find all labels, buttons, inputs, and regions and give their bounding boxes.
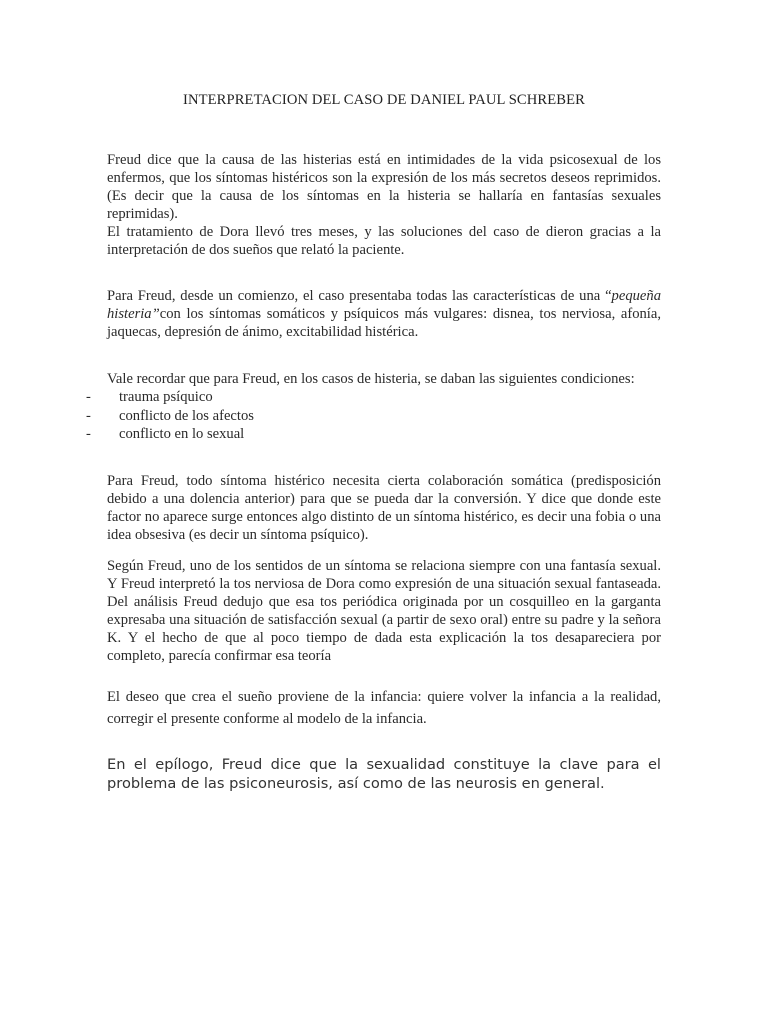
list-item-text: conflicto de los afectos xyxy=(119,407,254,424)
list-item-text: conflicto en lo sexual xyxy=(119,426,245,442)
paragraph-text: En el epílogo, Freud dice que la sexualidad constituye la clave para el problema de las psiconeurosis, así como de las neurosis en general. xyxy=(107,756,661,792)
paragraph-text-part: Para Freud, desde un comienzo, el caso presentaba todas las características de una “ xyxy=(107,288,612,304)
paragraph-text: El tratamiento de Dora llevó tres meses, y las soluciones del caso de dieron gracias a la interpretación de dos sueños que relató la paciente. xyxy=(107,224,661,258)
list-item xyxy=(86,425,646,444)
list-item-text: trauma psíquico xyxy=(119,389,213,405)
paragraph-text: Vale recordar que para Freud, en los casos de histeria, se daban las siguientes condiciones: xyxy=(107,371,635,387)
paragraph-pequena-histeria xyxy=(107,287,661,341)
paragraph-text: El deseo que crea el sueño proviene de la infancia: quiere volver la infancia a la realidad, corregir el presente conforme al modelo de la infancia. xyxy=(107,689,661,727)
paragraph-text xyxy=(107,287,661,341)
list-item xyxy=(86,388,646,407)
list-marker: - xyxy=(86,389,91,405)
paragraph-epilogo xyxy=(107,755,661,793)
list-marker: - xyxy=(86,426,91,442)
paragraph-fantasia-sexual xyxy=(107,557,661,665)
conditions-list xyxy=(86,388,646,444)
paragraph-text-part: con los síntomas somáticos y psíquicos más vulgares: disnea, tos nerviosa, afonía, jaquecas, depresión de ánimo, excitabilidad histérica. xyxy=(107,306,661,340)
paragraph-colaboracion-somatica xyxy=(107,472,661,544)
paragraph-text: Para Freud, todo síntoma histérico necesita cierta colaboración somática (predisposición debido a una dolencia anterior) para que se pueda dar la conversión. Y dice que donde este factor no aparece surge entonces algo distinto de un síntoma histérico, es decir una fobia o una idea obsesiva (es decir un síntoma psíquico). xyxy=(107,473,661,543)
list-marker: - xyxy=(86,407,91,424)
paragraph-causa-histerias xyxy=(107,151,661,259)
paragraph-text: Según Freud, uno de los sentidos de un síntoma se relaciona siempre con una fantasía sexual. Y Freud interpretó la tos nerviosa de Dora como expresión de una situación sexual fantaseada. Del análisis Freud dedujo que esa tos periódica originada por un cosquilleo en la garganta expresaba una situación de satisfacción sexual (a partir de sexo oral) entre su padre y la señora K. Y el hecho de que al poco tiempo de dada esta explicación la tos desapareciera por completo, parecía confirmar esa teoría xyxy=(107,558,661,664)
italic-phrase: pequeña histeria” xyxy=(107,288,661,322)
paragraph-text: Freud dice que la causa de las histerias está en intimidades de la vida psicosexual de los enfermos, que los síntomas histéricos son la expresión de los más secretos deseos reprimidos. (Es decir que la causa de los síntomas en la histeria se hallaría en fantasías sexuales reprimidas). xyxy=(107,152,661,222)
document-title: INTERPRETACION DEL CASO DE DANIEL PAUL SCHREBER xyxy=(183,92,585,108)
paragraph-deseo-sueno xyxy=(107,686,661,730)
list-item xyxy=(86,407,646,426)
paragraph-condiciones xyxy=(107,370,661,388)
